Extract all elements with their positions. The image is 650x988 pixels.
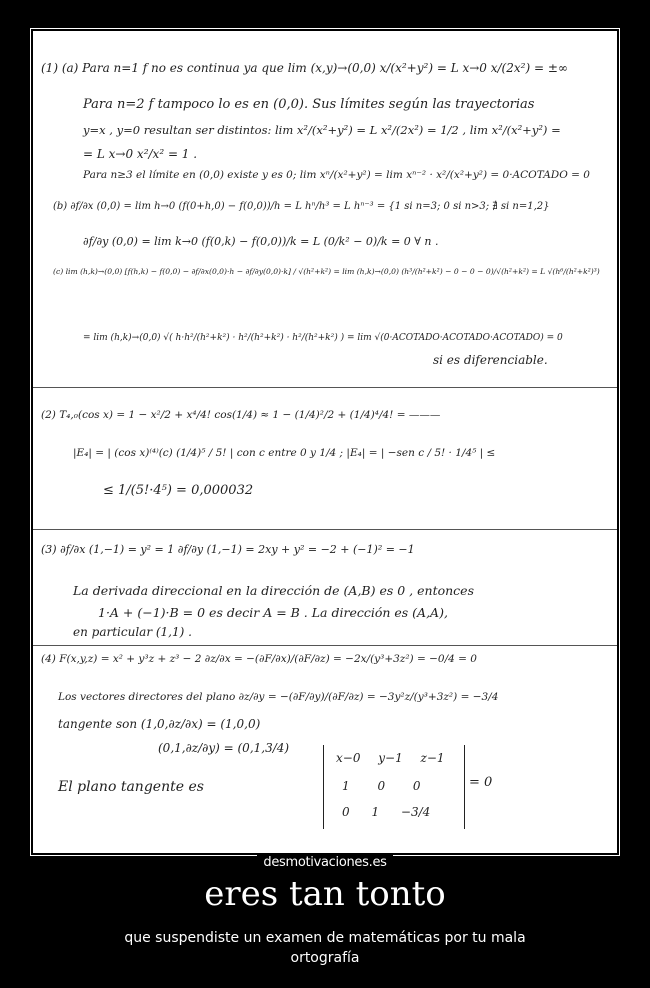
section-divider: [33, 387, 617, 388]
exam-line: tangente son (1,0,∂z/∂x) = (1,0,0): [58, 717, 261, 731]
exam-line: 1·A + (−1)·B = 0 es decir A = B . La dirección es (A,A),: [98, 605, 448, 620]
tangent-plane-determinant: [323, 745, 465, 829]
exam-line: ∂f/∂y (0,0) = lim k→0 (f(0,k) − f(0,0))/k = L (0/k² − 0)/k = 0 ∀ n .: [83, 235, 439, 248]
determinant-row: 1 0 0: [342, 779, 421, 793]
exam-line: y=x , y=0 resultan ser distintos: lim x²/(x²+y²) = L x²/(2x²) = 1/2 , lim x²/(x²+y²) =: [83, 123, 561, 137]
exam-line: (0,1,∂z/∂y) = (0,1,3/4): [158, 741, 290, 755]
determinant-row: 0 1 −3/4: [342, 805, 431, 819]
exam-line: (1) (a) Para n=1 f no es continua ya que lim (x,y)→(0,0) x/(x²+y²) = L x→0 x/(2x²) = ±∞: [41, 61, 568, 75]
exam-line: Para n≥3 el límite en (0,0) existe y es 0; lim xⁿ/(x²+y²) = lim xⁿ⁻² · x²/(x²+y²) = 0·ACOTADO = 0: [83, 169, 590, 181]
poster-subtitle: que suspendiste un examen de matemáticas por tu mala ortografía: [124, 930, 526, 966]
exam-line: (4) F(x,y,z) = x² + y³z + z³ − 2 ∂z/∂x = −(∂F/∂x)/(∂F/∂z) = −2x/(y³+3z²) = −0/4 = 0: [41, 653, 477, 665]
exam-line: = lim (h,k)→(0,0) √( h·h²/(h²+k²) · h²/(h²+k²) · h²/(h²+k²) ) = lim √(0·ACOTADO·ACOTADO·ACOTADO) = 0: [83, 333, 563, 343]
section-divider: [33, 645, 617, 646]
site-watermark: [0, 851, 650, 870]
exam-line: El plano tangente es: [58, 779, 204, 795]
exam-line: = 0: [469, 775, 493, 790]
exam-line: (b) ∂f/∂x (0,0) = lim h→0 (f(0+h,0) − f(0,0))/h = L hⁿ/h³ = L hⁿ⁻³ = {1 si n=3; 0 si n>3; ∄ si n=1,2}: [53, 201, 550, 212]
exam-line: en particular (1,1) .: [73, 625, 192, 639]
determinant-row: x−0 y−1 z−1: [336, 751, 445, 765]
exam-line: si es diferenciable.: [433, 353, 548, 367]
exam-line: (2) T₄,₀(cos x) = 1 − x²/2 + x⁴/4! cos(1/4) ≈ 1 − (1/4)²/2 + (1/4)⁴/4! = ———: [41, 409, 441, 421]
exam-line: (c) lim (h,k)→(0,0) [f(h,k) − f(0,0) − ∂f/∂x(0,0)·h − ∂f/∂y(0,0)·k] / √(h²+k²) = lim (h,k)→(0,0) (h³/(h²+k²) − 0 − 0 − 0)/√(h²+k²) = L √(h⁶/(h²+k²)³): [53, 267, 600, 276]
exam-sheet: [33, 31, 617, 853]
section-divider: [33, 529, 617, 530]
exam-line: = L x→0 x²/x² = 1 .: [83, 147, 198, 161]
watermark-text: desmotivaciones.es: [257, 855, 392, 870]
poster-title: eres tan tonto: [204, 874, 446, 914]
exam-line: La derivada direccional en la dirección de (A,B) es 0 , entonces: [73, 583, 474, 598]
exam-line: (3) ∂f/∂x (1,−1) = y² = 1 ∂f/∂y (1,−1) = 2xy + y² = −2 + (−1)² = −1: [41, 543, 415, 556]
exam-line: Para n=2 f tampoco lo es en (0,0). Sus límites según las trayectorias: [83, 97, 535, 112]
exam-line: ≤ 1/(5!·4⁵) = 0,000032: [103, 483, 254, 498]
exam-line: Los vectores directores del plano ∂z/∂y = −(∂F/∂y)/(∂F/∂z) = −3y²z/(y³+3z²) = −3/4: [58, 691, 499, 703]
exam-line: |E₄| = | (cos x)⁽⁴⁾(c) (1/4)⁵ / 5! | con c entre 0 y 1/4 ; |E₄| = | −sen c / 5! · 1/4⁵ | ≤: [73, 447, 496, 459]
